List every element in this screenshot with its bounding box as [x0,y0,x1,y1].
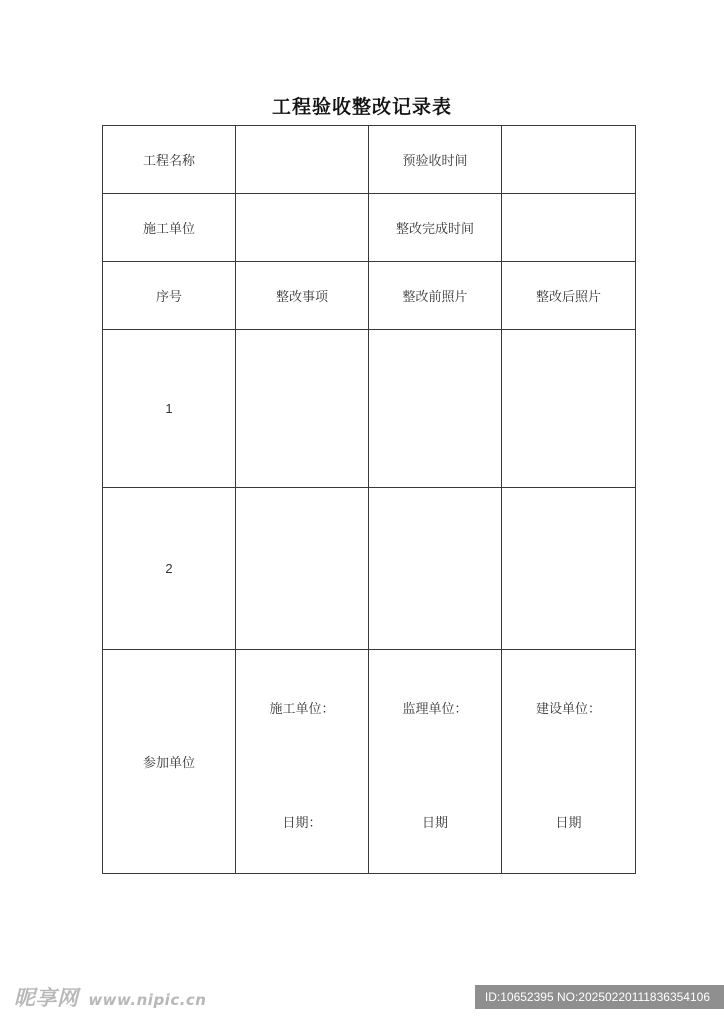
watermark-logo [14,982,206,1012]
construction-date-label: 日期： [282,816,322,831]
table-row [103,330,636,488]
owner-date-label: 日期 [555,816,582,831]
item-matter [236,330,369,488]
item-before-photo [369,330,502,488]
column-header-matter: 整改事项 [236,262,369,330]
participants-row [103,650,636,874]
watermark-image-id: ID:10652395 NO:20250220111836354106 [475,985,724,1009]
construction-unit-label: 施工单位 [103,194,236,262]
item-after-photo [502,488,636,650]
project-name-value [236,126,369,194]
column-header-row [103,262,636,330]
rectification-table [102,125,636,874]
participants-label: 参加单位 [103,650,236,874]
page-title: 工程验收整改记录表 [271,96,452,118]
column-header-after-photo: 整改后照片 [502,262,636,330]
item-matter [236,488,369,650]
item-number: 2 [103,488,236,650]
item-after-photo [502,330,636,488]
owner-sign-label: 建设单位： [535,702,601,717]
rectify-complete-time-label: 整改完成时间 [369,194,502,262]
rectify-complete-time-value [502,194,636,262]
column-header-no: 序号 [103,262,236,330]
project-name-label: 工程名称 [103,126,236,194]
watermark-site-name: 昵享网 [14,986,79,1010]
supervision-sign-label: 监理单位： [402,702,468,717]
supervision-date-label: 日期 [421,816,448,831]
column-header-before-photo: 整改前照片 [369,262,502,330]
construction-unit-row [103,194,636,262]
item-before-photo [369,488,502,650]
pre-acceptance-time-value [502,126,636,194]
item-number: 1 [103,330,236,488]
pre-acceptance-time-label: 预验收时间 [369,126,502,194]
construction-unit-value [236,194,369,262]
construction-sign-cell [236,650,369,874]
owner-sign-cell [502,650,636,874]
table-row [103,488,636,650]
supervision-sign-cell [369,650,502,874]
watermark-site-url: www.nipic.cn [88,991,207,1009]
project-name-row [103,126,636,194]
construction-sign-label: 施工单位： [269,702,335,717]
